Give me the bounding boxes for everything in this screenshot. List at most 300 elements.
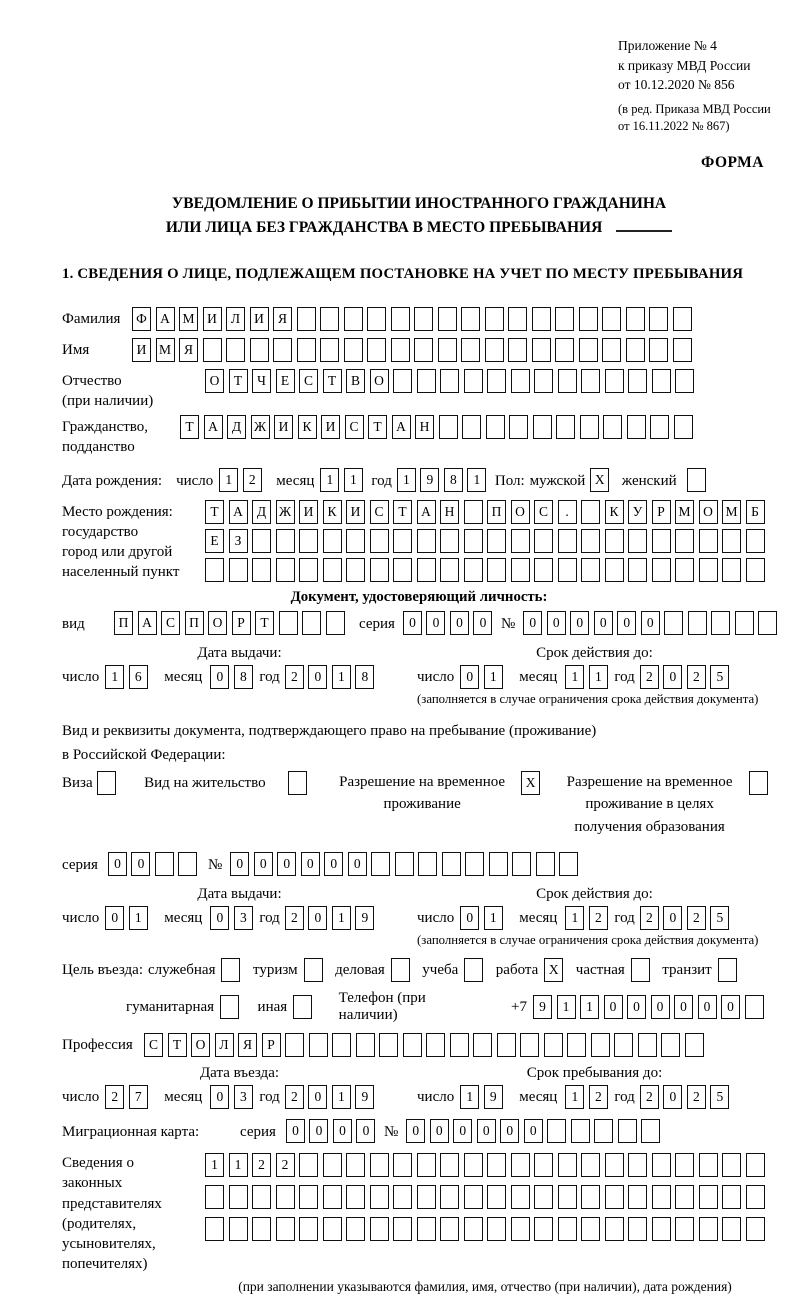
char-box[interactable] (323, 1153, 342, 1177)
char-box[interactable]: 8 (355, 665, 374, 689)
char-box[interactable] (547, 1119, 566, 1143)
char-box[interactable] (462, 415, 481, 439)
char-box[interactable] (464, 1185, 483, 1209)
char-box[interactable] (417, 1153, 436, 1177)
char-box[interactable]: 2 (687, 665, 706, 689)
char-box[interactable] (426, 1033, 445, 1057)
char-box[interactable] (344, 307, 363, 331)
char-box[interactable]: Т (168, 1033, 187, 1057)
char-box[interactable]: 0 (131, 852, 150, 876)
char-box[interactable] (220, 995, 239, 1019)
char-box[interactable] (631, 958, 650, 982)
char-box[interactable] (580, 415, 599, 439)
char-box[interactable] (664, 611, 683, 635)
char-box[interactable] (297, 307, 316, 331)
char-box[interactable] (758, 611, 777, 635)
char-box[interactable]: 1 (565, 1085, 584, 1109)
char-box[interactable] (675, 369, 694, 393)
char-box[interactable] (581, 1153, 600, 1177)
char-box[interactable] (323, 558, 342, 582)
char-box[interactable] (688, 611, 707, 635)
doc-valid-month[interactable] (565, 665, 612, 689)
char-box[interactable] (393, 1153, 412, 1177)
char-box[interactable] (379, 1033, 398, 1057)
char-box[interactable] (508, 307, 527, 331)
char-box[interactable] (675, 529, 694, 553)
stay-until-day[interactable] (460, 1085, 507, 1109)
char-box[interactable] (487, 369, 506, 393)
char-box[interactable]: М (156, 338, 175, 362)
char-box[interactable]: Т (323, 369, 342, 393)
char-box[interactable]: 0 (617, 611, 636, 635)
char-box[interactable] (205, 558, 224, 582)
char-box[interactable]: 0 (254, 852, 273, 876)
char-box[interactable] (438, 338, 457, 362)
char-box[interactable]: В (346, 369, 365, 393)
char-box[interactable] (414, 338, 433, 362)
char-box[interactable] (512, 852, 531, 876)
char-box[interactable]: 1 (460, 1085, 479, 1109)
char-box[interactable]: 9 (355, 906, 374, 930)
char-box[interactable] (532, 338, 551, 362)
surname-boxes[interactable] (132, 307, 696, 331)
char-box[interactable] (464, 369, 483, 393)
char-box[interactable]: 0 (641, 611, 660, 635)
char-box[interactable] (605, 1217, 624, 1241)
char-box[interactable]: Л (226, 307, 245, 331)
char-box[interactable] (673, 307, 692, 331)
char-box[interactable]: 0 (403, 611, 422, 635)
char-box[interactable] (699, 1217, 718, 1241)
char-box[interactable] (699, 558, 718, 582)
char-box[interactable] (440, 1185, 459, 1209)
char-box[interactable] (344, 338, 363, 362)
char-box[interactable] (579, 338, 598, 362)
char-box[interactable]: 0 (308, 665, 327, 689)
birth-year-boxes[interactable] (397, 468, 491, 492)
char-box[interactable] (558, 558, 577, 582)
char-box[interactable]: Я (238, 1033, 257, 1057)
char-box[interactable]: О (699, 500, 718, 524)
temp-residence-checkbox[interactable] (521, 771, 545, 795)
char-box[interactable] (487, 1153, 506, 1177)
char-box[interactable] (464, 1153, 483, 1177)
char-box[interactable] (464, 958, 483, 982)
char-box[interactable] (602, 307, 621, 331)
char-box[interactable] (673, 338, 692, 362)
char-box[interactable]: 0 (277, 852, 296, 876)
char-box[interactable] (293, 995, 312, 1019)
char-box[interactable]: 1 (229, 1153, 248, 1177)
char-box[interactable]: 3 (234, 1085, 253, 1109)
char-box[interactable]: 0 (663, 906, 682, 930)
char-box[interactable]: 2 (285, 1085, 304, 1109)
char-box[interactable]: 9 (533, 995, 552, 1019)
char-box[interactable] (652, 558, 671, 582)
char-box[interactable]: 0 (698, 995, 717, 1019)
entry-month[interactable] (210, 1085, 257, 1109)
representatives-row1[interactable] (205, 1153, 769, 1177)
char-box[interactable] (508, 338, 527, 362)
char-box[interactable] (605, 1185, 624, 1209)
char-box[interactable]: Н (440, 500, 459, 524)
char-box[interactable]: 0 (663, 1085, 682, 1109)
char-box[interactable]: Р (262, 1033, 281, 1057)
char-box[interactable]: 0 (210, 906, 229, 930)
char-box[interactable] (511, 369, 530, 393)
gender-female-checkbox[interactable] (687, 468, 711, 492)
char-box[interactable]: А (229, 500, 248, 524)
char-box[interactable]: 1 (344, 468, 363, 492)
char-box[interactable] (591, 1033, 610, 1057)
char-box[interactable]: 9 (484, 1085, 503, 1109)
char-box[interactable] (509, 415, 528, 439)
char-box[interactable] (417, 529, 436, 553)
char-box[interactable]: 0 (453, 1119, 472, 1143)
char-box[interactable]: 1 (129, 906, 148, 930)
char-box[interactable]: А (392, 415, 411, 439)
char-box[interactable]: С (345, 415, 364, 439)
char-box[interactable] (320, 307, 339, 331)
char-box[interactable] (511, 1217, 530, 1241)
char-box[interactable]: 2 (243, 468, 262, 492)
char-box[interactable]: 9 (420, 468, 439, 492)
char-box[interactable]: 0 (663, 665, 682, 689)
char-box[interactable]: Т (255, 611, 274, 635)
char-box[interactable] (393, 369, 412, 393)
char-box[interactable]: И (203, 307, 222, 331)
char-box[interactable]: 2 (252, 1153, 271, 1177)
citizenship-boxes[interactable] (180, 415, 697, 439)
char-box[interactable]: Д (227, 415, 246, 439)
char-box[interactable] (605, 1153, 624, 1177)
res-valid-day[interactable] (460, 906, 507, 930)
char-box[interactable] (178, 852, 197, 876)
char-box[interactable] (487, 529, 506, 553)
char-box[interactable] (276, 1185, 295, 1209)
char-box[interactable]: А (204, 415, 223, 439)
char-box[interactable]: 7 (129, 1085, 148, 1109)
char-box[interactable]: Т (180, 415, 199, 439)
char-box[interactable] (534, 369, 553, 393)
char-box[interactable] (534, 1217, 553, 1241)
char-box[interactable] (581, 500, 600, 524)
char-box[interactable]: X (544, 958, 563, 982)
char-box[interactable] (685, 1033, 704, 1057)
char-box[interactable]: 0 (570, 611, 589, 635)
char-box[interactable]: 0 (301, 852, 320, 876)
char-box[interactable] (346, 558, 365, 582)
char-box[interactable] (571, 1119, 590, 1143)
char-box[interactable] (628, 1217, 647, 1241)
char-box[interactable]: Л (215, 1033, 234, 1057)
char-box[interactable] (440, 1217, 459, 1241)
char-box[interactable] (370, 1153, 389, 1177)
char-box[interactable]: . (558, 500, 577, 524)
char-box[interactable]: И (299, 500, 318, 524)
char-box[interactable] (346, 1185, 365, 1209)
char-box[interactable] (652, 1217, 671, 1241)
char-box[interactable]: Т (368, 415, 387, 439)
char-box[interactable] (533, 415, 552, 439)
char-box[interactable] (279, 611, 298, 635)
char-box[interactable]: С (370, 500, 389, 524)
char-box[interactable] (393, 558, 412, 582)
birth-month-boxes[interactable] (320, 468, 367, 492)
char-box[interactable] (464, 500, 483, 524)
char-box[interactable] (205, 1217, 224, 1241)
char-box[interactable] (722, 1217, 741, 1241)
mc-series-boxes[interactable] (286, 1119, 380, 1143)
char-box[interactable] (393, 529, 412, 553)
char-box[interactable] (581, 529, 600, 553)
res-valid-year[interactable] (640, 906, 734, 930)
char-box[interactable] (486, 415, 505, 439)
char-box[interactable] (511, 529, 530, 553)
char-box[interactable] (391, 307, 410, 331)
res-issue-year[interactable] (285, 906, 379, 930)
char-box[interactable]: 0 (547, 611, 566, 635)
char-box[interactable]: 0 (309, 1119, 328, 1143)
visa-checkbox[interactable] (97, 771, 121, 795)
char-box[interactable]: 0 (524, 1119, 543, 1143)
char-box[interactable]: А (138, 611, 157, 635)
mc-number-boxes[interactable] (406, 1119, 665, 1143)
char-box[interactable]: З (229, 529, 248, 553)
char-box[interactable]: 1 (332, 906, 351, 930)
char-box[interactable] (276, 529, 295, 553)
char-box[interactable] (485, 338, 504, 362)
char-box[interactable]: 1 (332, 665, 351, 689)
char-box[interactable] (675, 1153, 694, 1177)
char-box[interactable] (722, 558, 741, 582)
char-box[interactable]: О (370, 369, 389, 393)
char-box[interactable]: 0 (627, 995, 646, 1019)
char-box[interactable] (391, 958, 410, 982)
char-box[interactable]: 1 (484, 665, 503, 689)
char-box[interactable]: А (156, 307, 175, 331)
char-box[interactable] (487, 1185, 506, 1209)
char-box[interactable]: 0 (308, 1085, 327, 1109)
char-box[interactable]: Н (415, 415, 434, 439)
char-box[interactable] (722, 1153, 741, 1177)
purpose-private-checkbox[interactable] (631, 958, 655, 982)
char-box[interactable]: Т (205, 500, 224, 524)
char-box[interactable] (534, 1185, 553, 1209)
char-box[interactable] (594, 1119, 613, 1143)
char-box[interactable]: 1 (565, 665, 584, 689)
char-box[interactable]: 0 (105, 906, 124, 930)
char-box[interactable]: 0 (477, 1119, 496, 1143)
char-box[interactable]: И (321, 415, 340, 439)
char-box[interactable] (299, 1153, 318, 1177)
char-box[interactable]: 5 (710, 1085, 729, 1109)
char-box[interactable]: С (161, 611, 180, 635)
res-number-boxes[interactable] (230, 852, 583, 876)
char-box[interactable]: 0 (426, 611, 445, 635)
char-box[interactable] (652, 1185, 671, 1209)
char-box[interactable]: О (208, 611, 227, 635)
purpose-other-checkbox[interactable] (293, 995, 317, 1019)
char-box[interactable]: Я (179, 338, 198, 362)
char-box[interactable]: 8 (234, 665, 253, 689)
char-box[interactable]: Ж (251, 415, 270, 439)
doc-valid-year[interactable] (640, 665, 734, 689)
char-box[interactable]: 2 (105, 1085, 124, 1109)
char-box[interactable]: 1 (484, 906, 503, 930)
char-box[interactable] (276, 1217, 295, 1241)
char-box[interactable] (746, 558, 765, 582)
char-box[interactable] (464, 529, 483, 553)
char-box[interactable]: Ч (252, 369, 271, 393)
doc-series-boxes[interactable] (403, 611, 497, 635)
char-box[interactable] (746, 1185, 765, 1209)
char-box[interactable] (661, 1033, 680, 1057)
char-box[interactable]: К (323, 500, 342, 524)
char-box[interactable] (252, 558, 271, 582)
char-box[interactable] (605, 529, 624, 553)
char-box[interactable]: 2 (589, 906, 608, 930)
char-box[interactable] (558, 1217, 577, 1241)
char-box[interactable] (414, 307, 433, 331)
char-box[interactable]: 0 (108, 852, 127, 876)
char-box[interactable] (534, 558, 553, 582)
char-box[interactable] (749, 771, 768, 795)
char-box[interactable]: Я (273, 307, 292, 331)
given-name-boxes[interactable] (132, 338, 696, 362)
char-box[interactable] (746, 1217, 765, 1241)
char-box[interactable]: 0 (604, 995, 623, 1019)
char-box[interactable]: 2 (640, 665, 659, 689)
char-box[interactable] (297, 338, 316, 362)
char-box[interactable] (674, 415, 693, 439)
char-box[interactable] (285, 1033, 304, 1057)
birth-day-boxes[interactable] (219, 468, 266, 492)
char-box[interactable]: 0 (651, 995, 670, 1019)
char-box[interactable]: 0 (210, 1085, 229, 1109)
char-box[interactable]: 0 (430, 1119, 449, 1143)
res-issue-month[interactable] (210, 906, 257, 930)
char-box[interactable] (464, 558, 483, 582)
char-box[interactable] (229, 1217, 248, 1241)
char-box[interactable]: 2 (640, 906, 659, 930)
char-box[interactable] (559, 852, 578, 876)
purpose-business-checkbox[interactable] (391, 958, 415, 982)
char-box[interactable] (699, 529, 718, 553)
char-box[interactable]: 5 (710, 665, 729, 689)
char-box[interactable] (417, 558, 436, 582)
char-box[interactable] (450, 1033, 469, 1057)
char-box[interactable] (370, 1217, 389, 1241)
char-box[interactable] (302, 611, 321, 635)
char-box[interactable] (628, 529, 647, 553)
char-box[interactable] (511, 1185, 530, 1209)
char-box[interactable] (628, 369, 647, 393)
doc-issue-year[interactable] (285, 665, 379, 689)
char-box[interactable]: К (605, 500, 624, 524)
char-box[interactable]: А (417, 500, 436, 524)
birth-place-row1[interactable] (205, 500, 769, 524)
gender-male-checkbox[interactable] (590, 468, 614, 492)
char-box[interactable] (465, 852, 484, 876)
patronymic-boxes[interactable] (205, 369, 699, 393)
char-box[interactable] (252, 529, 271, 553)
char-box[interactable] (205, 1185, 224, 1209)
char-box[interactable] (440, 1153, 459, 1177)
purpose-tourism-checkbox[interactable] (304, 958, 328, 982)
char-box[interactable] (581, 1217, 600, 1241)
char-box[interactable] (304, 958, 323, 982)
profession-boxes[interactable] (144, 1033, 708, 1057)
char-box[interactable] (652, 369, 671, 393)
char-box[interactable] (487, 558, 506, 582)
char-box[interactable]: С (534, 500, 553, 524)
doc-kind-boxes[interactable] (114, 611, 349, 635)
char-box[interactable]: 0 (460, 665, 479, 689)
purpose-study-checkbox[interactable] (464, 958, 488, 982)
char-box[interactable] (536, 852, 555, 876)
char-box[interactable]: 0 (594, 611, 613, 635)
char-box[interactable] (579, 307, 598, 331)
char-box[interactable] (534, 1153, 553, 1177)
char-box[interactable] (288, 771, 307, 795)
char-box[interactable] (746, 1153, 765, 1177)
char-box[interactable] (641, 1119, 660, 1143)
char-box[interactable] (627, 415, 646, 439)
char-box[interactable] (687, 468, 706, 492)
char-box[interactable] (485, 307, 504, 331)
char-box[interactable]: 0 (356, 1119, 375, 1143)
char-box[interactable]: 1 (105, 665, 124, 689)
char-box[interactable] (418, 852, 437, 876)
char-box[interactable] (367, 307, 386, 331)
char-box[interactable] (489, 852, 508, 876)
char-box[interactable] (439, 415, 458, 439)
entry-year[interactable] (285, 1085, 379, 1109)
char-box[interactable] (276, 558, 295, 582)
char-box[interactable]: П (114, 611, 133, 635)
stay-until-year[interactable] (640, 1085, 734, 1109)
char-box[interactable] (461, 338, 480, 362)
char-box[interactable] (520, 1033, 539, 1057)
char-box[interactable]: 0 (406, 1119, 425, 1143)
char-box[interactable] (581, 1185, 600, 1209)
char-box[interactable] (323, 1217, 342, 1241)
char-box[interactable] (346, 529, 365, 553)
char-box[interactable]: М (179, 307, 198, 331)
char-box[interactable]: 0 (523, 611, 542, 635)
char-box[interactable]: 1 (397, 468, 416, 492)
char-box[interactable] (497, 1033, 516, 1057)
char-box[interactable] (581, 369, 600, 393)
char-box[interactable] (511, 1153, 530, 1177)
char-box[interactable]: О (191, 1033, 210, 1057)
char-box[interactable]: Б (746, 500, 765, 524)
char-box[interactable] (155, 852, 174, 876)
char-box[interactable] (675, 1185, 694, 1209)
char-box[interactable] (332, 1033, 351, 1057)
representatives-row2[interactable] (205, 1185, 769, 1209)
char-box[interactable]: 2 (285, 906, 304, 930)
char-box[interactable] (722, 1185, 741, 1209)
char-box[interactable] (628, 1185, 647, 1209)
char-box[interactable] (675, 1217, 694, 1241)
char-box[interactable] (370, 558, 389, 582)
res-issue-day[interactable] (105, 906, 152, 930)
temp-residence-edu-checkbox[interactable] (749, 771, 773, 795)
char-box[interactable] (722, 529, 741, 553)
char-box[interactable] (370, 529, 389, 553)
